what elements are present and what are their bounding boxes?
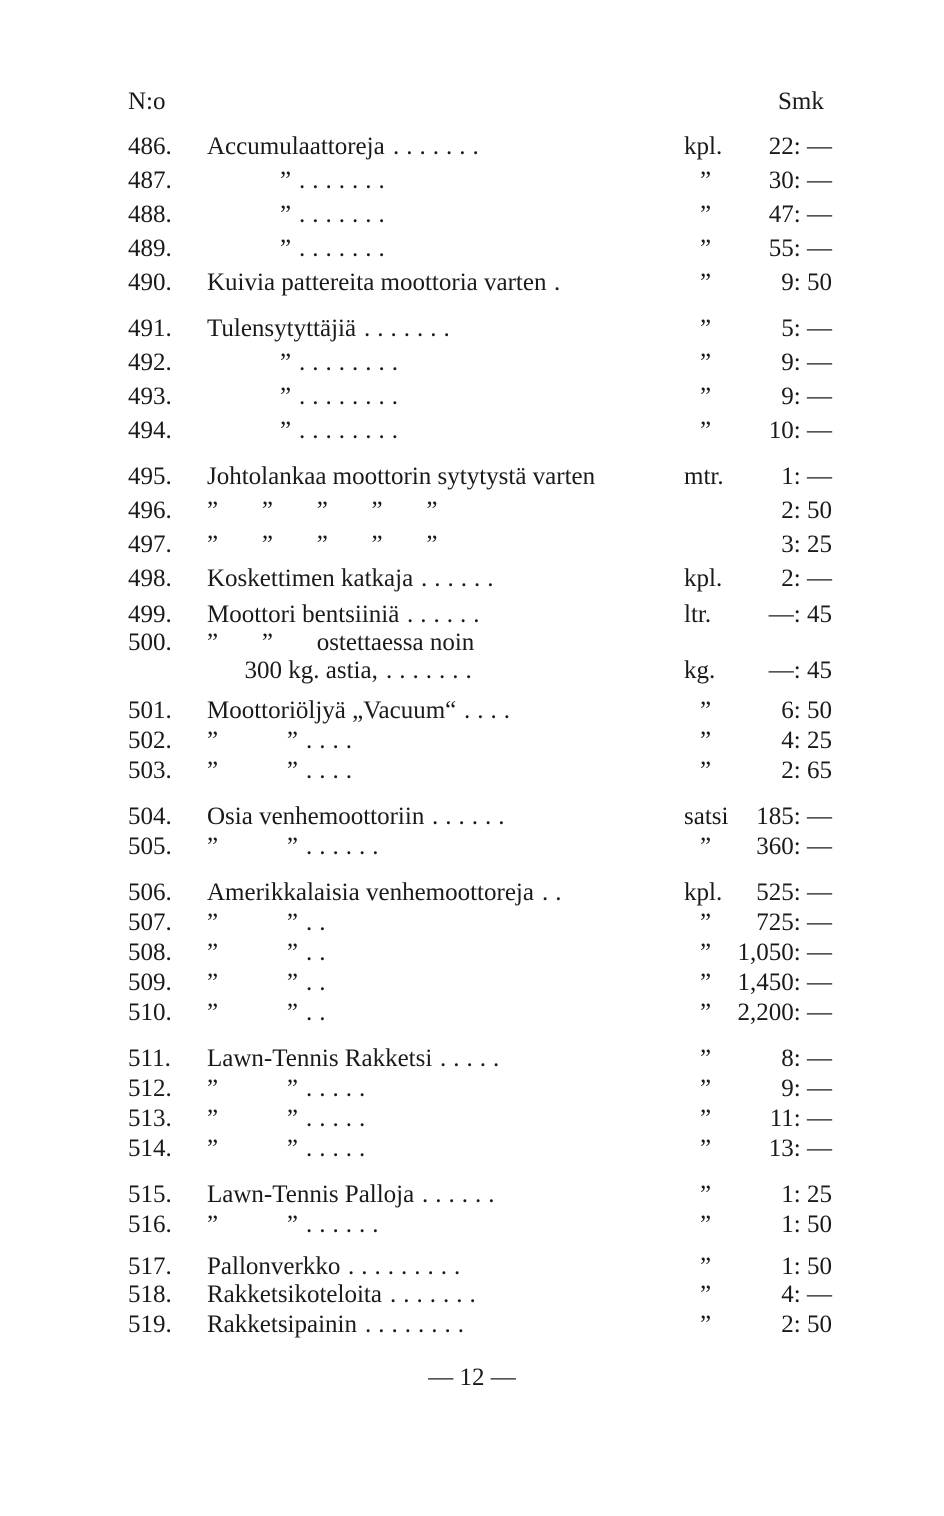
- item-description: ”: [280, 417, 292, 444]
- item-description: ” ”: [207, 727, 298, 754]
- item-price: 9: —: [781, 383, 832, 410]
- list-item: [0, 416, 944, 446]
- leader-dots: ....: [306, 757, 359, 784]
- leader-dots: ..: [306, 999, 333, 1026]
- item-unit: ”: [700, 167, 712, 194]
- item-number: 510.: [128, 999, 172, 1026]
- item-price: 1: 50: [781, 1211, 832, 1238]
- list-item: [0, 1210, 944, 1240]
- leader-dots: ......: [306, 833, 386, 860]
- item-unit: ”: [700, 1105, 712, 1132]
- item-description: Tulensytyttäjiä: [207, 315, 357, 342]
- leader-dots: ..: [306, 909, 333, 936]
- item-unit: ”: [700, 315, 712, 342]
- item-description: 300 kg. astia,: [207, 657, 378, 684]
- item-number: 511.: [128, 1045, 171, 1072]
- item-number: 487.: [128, 167, 172, 194]
- leader-dots: .........: [348, 1253, 468, 1280]
- list-item: [0, 1180, 944, 1210]
- list-item: [0, 348, 944, 378]
- leader-dots: ......: [306, 1211, 386, 1238]
- leader-dots: ..: [306, 969, 333, 996]
- item-price: 2: 50: [781, 1311, 832, 1338]
- list-item: [0, 802, 944, 832]
- item-description: ” ”: [207, 1105, 298, 1132]
- list-item: [0, 908, 944, 938]
- item-number: 503.: [128, 757, 172, 784]
- item-price: 47: —: [768, 201, 832, 228]
- item-number: 501.: [128, 697, 172, 724]
- item-number: 509.: [128, 969, 172, 996]
- item-unit: kg.: [684, 657, 716, 684]
- item-price: 10: —: [768, 417, 832, 444]
- leader-dots: ........: [365, 1311, 471, 1338]
- leader-dots: ......: [422, 1181, 502, 1208]
- item-price: 4: —: [781, 1281, 832, 1308]
- list-item: [0, 1134, 944, 1164]
- item-number: 495.: [128, 463, 172, 490]
- item-price: 6: 50: [781, 697, 832, 724]
- leader-dots: ..: [306, 939, 333, 966]
- item-price: 11: —: [769, 1105, 832, 1132]
- item-price: 1: —: [781, 463, 832, 490]
- item-price: 9: —: [781, 1075, 832, 1102]
- item-number: 518.: [128, 1281, 172, 1308]
- item-description: Moottoriöljyä „Vacuum“: [207, 697, 457, 724]
- list-item: [0, 132, 944, 162]
- list-item: [0, 998, 944, 1028]
- item-price: 55: —: [768, 235, 832, 262]
- item-number: 508.: [128, 939, 172, 966]
- item-unit: ”: [700, 999, 712, 1026]
- item-number: 506.: [128, 879, 172, 906]
- item-unit: kpl.: [684, 565, 723, 592]
- item-description: ”: [280, 383, 292, 410]
- list-item: [0, 878, 944, 908]
- list-item: [0, 938, 944, 968]
- item-number: 504.: [128, 803, 172, 830]
- item-price: 8: —: [781, 1045, 832, 1072]
- item-price: 1: 25: [781, 1181, 832, 1208]
- item-unit: ”: [700, 1281, 712, 1308]
- item-unit: ”: [700, 909, 712, 936]
- item-description: ”: [280, 167, 292, 194]
- item-number: 486.: [128, 133, 172, 160]
- leader-dots: ....: [306, 727, 359, 754]
- item-unit: ”: [700, 697, 712, 724]
- item-number: 489.: [128, 235, 172, 262]
- list-item: [0, 496, 944, 526]
- item-price: —: 45: [768, 657, 832, 684]
- item-price: 525: —: [756, 879, 832, 906]
- item-number: 514.: [128, 1135, 172, 1162]
- item-price: 3: 25: [781, 531, 832, 558]
- item-number: 496.: [128, 497, 172, 524]
- item-price: —: 45: [768, 601, 832, 628]
- item-description: ” ”: [207, 999, 298, 1026]
- leader-dots: ......: [432, 803, 512, 830]
- item-price: 5: —: [781, 315, 832, 342]
- item-description: Lawn-Tennis Rakketsi: [207, 1045, 433, 1072]
- item-number: 494.: [128, 417, 172, 444]
- leader-dots: .: [554, 269, 568, 296]
- item-unit: ltr.: [684, 601, 712, 628]
- list-item: [0, 462, 944, 492]
- item-price: 4: 25: [781, 727, 832, 754]
- item-unit: kpl.: [684, 879, 723, 906]
- item-unit: ”: [700, 201, 712, 228]
- item-description: Kuivia pattereita moottoria varten: [207, 269, 547, 296]
- item-unit: ”: [700, 1181, 712, 1208]
- item-description: Rakketsipainin: [207, 1311, 357, 1338]
- list-item: [0, 726, 944, 756]
- item-description: Koskettimen katkaja: [207, 565, 414, 592]
- list-item: [0, 200, 944, 230]
- item-description: Moottori bentsiiniä: [207, 601, 400, 628]
- page-number: — 12 —: [428, 1364, 516, 1391]
- list-item: [0, 1044, 944, 1074]
- item-number: 498.: [128, 565, 172, 592]
- item-unit: ”: [700, 1211, 712, 1238]
- list-item: [0, 234, 944, 264]
- list-item: [0, 314, 944, 344]
- leader-dots: ....: [464, 697, 517, 724]
- item-number: 516.: [128, 1211, 172, 1238]
- item-description: ” ”: [207, 969, 298, 996]
- item-number: 513.: [128, 1105, 172, 1132]
- item-price: 9: —: [781, 349, 832, 376]
- list-item: [0, 696, 944, 726]
- leader-dots: .......: [386, 657, 479, 684]
- item-price: 13: —: [768, 1135, 832, 1162]
- leader-dots: .......: [299, 201, 392, 228]
- item-unit: ”: [700, 833, 712, 860]
- list-item: [0, 1252, 944, 1282]
- item-unit: ”: [700, 383, 712, 410]
- item-price: 2: —: [781, 565, 832, 592]
- item-description: ” ”: [207, 1135, 298, 1162]
- item-number: 491.: [128, 315, 172, 342]
- item-price: 2,200: —: [737, 999, 832, 1026]
- leader-dots: ..: [542, 879, 569, 906]
- item-number: 499.: [128, 601, 172, 628]
- item-number: 502.: [128, 727, 172, 754]
- number-column-header: N:o: [128, 88, 166, 115]
- list-item: [0, 600, 944, 630]
- item-number: 517.: [128, 1253, 172, 1280]
- item-unit: ”: [700, 1311, 712, 1338]
- item-price: 2: 65: [781, 757, 832, 784]
- item-description: ” ”: [207, 757, 298, 784]
- item-price: 2: 50: [781, 497, 832, 524]
- item-price: 725: —: [756, 909, 832, 936]
- item-unit: ”: [700, 1135, 712, 1162]
- item-description: Johtolankaa moottorin sytytystä varten: [207, 463, 596, 490]
- item-number: 488.: [128, 201, 172, 228]
- leader-dots: .......: [390, 1281, 483, 1308]
- item-unit: ”: [700, 235, 712, 262]
- item-description: Rakketsikoteloita: [207, 1281, 382, 1308]
- list-item: [0, 968, 944, 998]
- list-item: [0, 268, 944, 298]
- item-number: 507.: [128, 909, 172, 936]
- item-description: Amerikkalaisia venhemoottoreja: [207, 879, 534, 906]
- list-item: [0, 1280, 944, 1310]
- leader-dots: .......: [299, 235, 392, 262]
- item-number: 515.: [128, 1181, 172, 1208]
- leader-dots: .....: [306, 1135, 373, 1162]
- item-price: 360: —: [756, 833, 832, 860]
- leader-dots: .....: [306, 1105, 373, 1132]
- item-unit: ”: [700, 939, 712, 966]
- item-number: 512.: [128, 1075, 172, 1102]
- item-number: 492.: [128, 349, 172, 376]
- item-unit: satsi: [684, 803, 729, 830]
- leader-dots: ........: [299, 383, 405, 410]
- item-unit: kpl.: [684, 133, 723, 160]
- item-description: ” ”: [207, 939, 298, 966]
- item-description: ”: [280, 349, 292, 376]
- item-price: 22: —: [768, 133, 832, 160]
- item-description: ” ”: [207, 1211, 298, 1238]
- leader-dots: ......: [421, 565, 501, 592]
- item-description: ” ”: [207, 1075, 298, 1102]
- item-number: 493.: [128, 383, 172, 410]
- leader-dots: .....: [306, 1075, 373, 1102]
- item-price: 1,050: —: [737, 939, 832, 966]
- leader-dots: .....: [440, 1045, 507, 1072]
- list-item: [0, 1074, 944, 1104]
- item-unit: mtr.: [684, 463, 724, 490]
- list-item: [0, 166, 944, 196]
- item-unit: ”: [700, 1075, 712, 1102]
- item-price: 185: —: [756, 803, 832, 830]
- list-item: [0, 756, 944, 786]
- leader-dots: ......: [407, 601, 487, 628]
- list-item: [0, 382, 944, 412]
- item-description: ”: [280, 235, 292, 262]
- item-description: ” ” ostettaessa noin: [207, 629, 475, 656]
- item-price: 9: 50: [781, 269, 832, 296]
- list-item: [0, 628, 944, 658]
- item-description: Pallonverkko: [207, 1253, 341, 1280]
- item-unit: ”: [700, 417, 712, 444]
- item-description: ” ” ” ” ”: [207, 497, 438, 524]
- currency-column-header: Smk: [778, 88, 824, 115]
- item-description: ”: [280, 201, 292, 228]
- list-item: [0, 530, 944, 560]
- list-item: [0, 656, 944, 686]
- item-unit: ”: [700, 969, 712, 996]
- item-number: 490.: [128, 269, 172, 296]
- item-unit: ”: [700, 757, 712, 784]
- item-price: 30: —: [768, 167, 832, 194]
- leader-dots: .......: [393, 133, 486, 160]
- item-number: 497.: [128, 531, 172, 558]
- item-unit: ”: [700, 1045, 712, 1072]
- item-unit: ”: [700, 349, 712, 376]
- item-unit: ”: [700, 269, 712, 296]
- item-description: ” ”: [207, 833, 298, 860]
- leader-dots: ........: [299, 349, 405, 376]
- item-number: 505.: [128, 833, 172, 860]
- list-item: [0, 1104, 944, 1134]
- item-description: ” ”: [207, 909, 298, 936]
- list-item: [0, 1310, 944, 1340]
- item-description: Accumulaattoreja: [207, 133, 385, 160]
- item-number: 500.: [128, 629, 172, 656]
- list-item: [0, 832, 944, 862]
- item-unit: ”: [700, 727, 712, 754]
- item-unit: ”: [700, 1253, 712, 1280]
- leader-dots: .......: [364, 315, 457, 342]
- item-price: 1,450: —: [737, 969, 832, 996]
- item-description: ” ” ” ” ”: [207, 531, 438, 558]
- item-price: 1: 50: [781, 1253, 832, 1280]
- list-item: [0, 564, 944, 594]
- leader-dots: ........: [299, 417, 405, 444]
- item-description: Osia venhemoottoriin: [207, 803, 425, 830]
- item-description: Lawn-Tennis Palloja: [207, 1181, 415, 1208]
- leader-dots: .......: [299, 167, 392, 194]
- item-number: 519.: [128, 1311, 172, 1338]
